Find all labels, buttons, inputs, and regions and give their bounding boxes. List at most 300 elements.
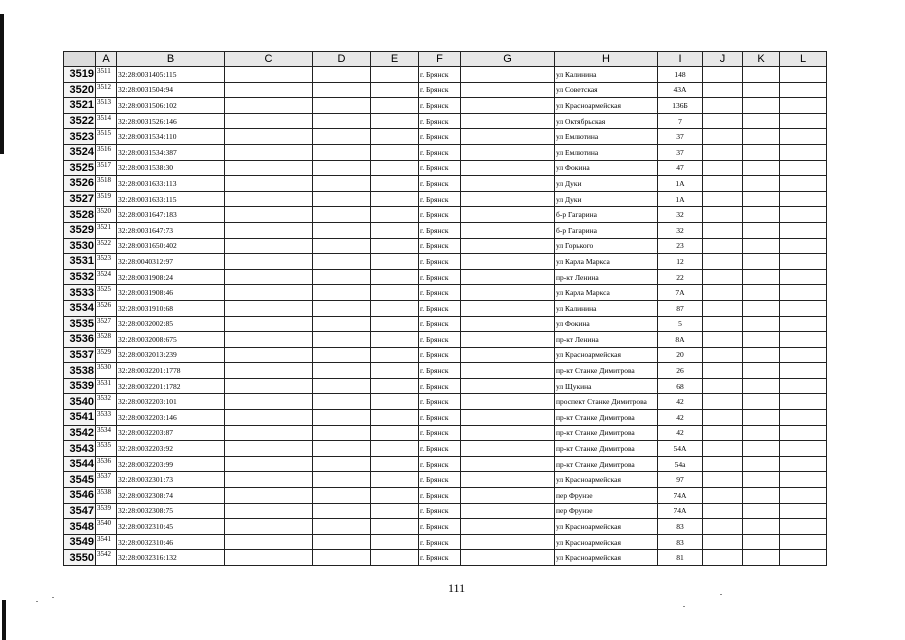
cell-a[interactable]: 3517 <box>96 160 117 176</box>
cell-e[interactable] <box>371 254 419 270</box>
cell-a[interactable]: 3540 <box>96 519 117 535</box>
cell-j[interactable] <box>703 488 743 504</box>
cell-a[interactable]: 3538 <box>96 488 117 504</box>
cell-k[interactable] <box>743 176 780 192</box>
cell-c[interactable] <box>225 238 313 254</box>
row-number[interactable]: 3547 <box>64 503 96 519</box>
column-header-b[interactable]: B <box>117 52 225 67</box>
cell-c[interactable] <box>225 316 313 332</box>
row-number[interactable]: 3544 <box>64 456 96 472</box>
cell-g[interactable] <box>461 519 555 535</box>
cell-g[interactable] <box>461 347 555 363</box>
cell-b[interactable]: 32:28:0032203:87 <box>117 425 225 441</box>
cell-i[interactable]: 42 <box>658 394 703 410</box>
cell-e[interactable] <box>371 316 419 332</box>
cell-a[interactable]: 3525 <box>96 285 117 301</box>
cell-l[interactable] <box>780 425 827 441</box>
cell-k[interactable] <box>743 269 780 285</box>
cell-l[interactable] <box>780 332 827 348</box>
cell-g[interactable] <box>461 410 555 426</box>
column-header-l[interactable]: L <box>780 52 827 67</box>
cell-c[interactable] <box>225 363 313 379</box>
cell-k[interactable] <box>743 410 780 426</box>
cell-h[interactable]: пр-кт Ленина <box>555 332 658 348</box>
cell-i[interactable]: 37 <box>658 144 703 160</box>
cell-f[interactable]: г. Брянск <box>419 394 461 410</box>
cell-a[interactable]: 3536 <box>96 456 117 472</box>
cell-a[interactable]: 3532 <box>96 394 117 410</box>
cell-l[interactable] <box>780 67 827 83</box>
cell-j[interactable] <box>703 503 743 519</box>
cell-j[interactable] <box>703 160 743 176</box>
cell-h[interactable]: ул Красноармейская <box>555 347 658 363</box>
cell-l[interactable] <box>780 456 827 472</box>
cell-b[interactable]: 32:28:0032316:132 <box>117 550 225 566</box>
cell-l[interactable] <box>780 144 827 160</box>
cell-a[interactable]: 3512 <box>96 82 117 98</box>
cell-g[interactable] <box>461 254 555 270</box>
row-number[interactable]: 3534 <box>64 300 96 316</box>
cell-g[interactable] <box>461 160 555 176</box>
cell-d[interactable] <box>313 472 371 488</box>
cell-b[interactable]: 32:28:0031506:102 <box>117 98 225 114</box>
cell-k[interactable] <box>743 425 780 441</box>
cell-j[interactable] <box>703 191 743 207</box>
cell-e[interactable] <box>371 519 419 535</box>
cell-i[interactable]: 43А <box>658 82 703 98</box>
cell-a[interactable]: 3521 <box>96 222 117 238</box>
cell-l[interactable] <box>780 503 827 519</box>
cell-i[interactable]: 7А <box>658 285 703 301</box>
cell-d[interactable] <box>313 176 371 192</box>
cell-i[interactable]: 1А <box>658 176 703 192</box>
cell-h[interactable]: пр-кт Станке Димитрова <box>555 425 658 441</box>
cell-a[interactable]: 3524 <box>96 269 117 285</box>
cell-e[interactable] <box>371 67 419 83</box>
cell-f[interactable]: г. Брянск <box>419 207 461 223</box>
cell-a[interactable]: 3518 <box>96 176 117 192</box>
cell-b[interactable]: 32:28:0032310:46 <box>117 534 225 550</box>
cell-g[interactable] <box>461 316 555 332</box>
cell-h[interactable]: ул Горького <box>555 238 658 254</box>
row-number[interactable]: 3532 <box>64 269 96 285</box>
cell-j[interactable] <box>703 534 743 550</box>
cell-f[interactable]: г. Брянск <box>419 176 461 192</box>
cell-j[interactable] <box>703 456 743 472</box>
cell-l[interactable] <box>780 519 827 535</box>
cell-h[interactable]: ул Калинина <box>555 300 658 316</box>
row-number[interactable]: 3535 <box>64 316 96 332</box>
cell-d[interactable] <box>313 519 371 535</box>
cell-l[interactable] <box>780 207 827 223</box>
cell-c[interactable] <box>225 113 313 129</box>
cell-h[interactable]: пер Фрунзе <box>555 488 658 504</box>
cell-d[interactable] <box>313 144 371 160</box>
cell-i[interactable]: 74А <box>658 503 703 519</box>
cell-h[interactable]: пр-кт Станке Димитрова <box>555 410 658 426</box>
row-number[interactable]: 3550 <box>64 550 96 566</box>
cell-g[interactable] <box>461 363 555 379</box>
cell-b[interactable]: 32:28:0032201:1782 <box>117 378 225 394</box>
cell-d[interactable] <box>313 160 371 176</box>
cell-h[interactable]: ул Красноармейская <box>555 550 658 566</box>
cell-j[interactable] <box>703 207 743 223</box>
cell-j[interactable] <box>703 316 743 332</box>
cell-k[interactable] <box>743 300 780 316</box>
cell-e[interactable] <box>371 456 419 472</box>
cell-l[interactable] <box>780 191 827 207</box>
cell-i[interactable]: 23 <box>658 238 703 254</box>
cell-j[interactable] <box>703 82 743 98</box>
column-header-g[interactable]: G <box>461 52 555 67</box>
cell-j[interactable] <box>703 519 743 535</box>
cell-d[interactable] <box>313 98 371 114</box>
cell-a[interactable]: 3516 <box>96 144 117 160</box>
cell-e[interactable] <box>371 534 419 550</box>
cell-d[interactable] <box>313 238 371 254</box>
cell-g[interactable] <box>461 238 555 254</box>
cell-d[interactable] <box>313 129 371 145</box>
cell-g[interactable] <box>461 534 555 550</box>
column-header-c[interactable]: C <box>225 52 313 67</box>
cell-i[interactable]: 37 <box>658 129 703 145</box>
cell-k[interactable] <box>743 98 780 114</box>
cell-f[interactable]: г. Брянск <box>419 550 461 566</box>
cell-b[interactable]: 32:28:0031650:402 <box>117 238 225 254</box>
cell-l[interactable] <box>780 378 827 394</box>
cell-i[interactable]: 68 <box>658 378 703 394</box>
cell-f[interactable]: г. Брянск <box>419 488 461 504</box>
cell-b[interactable]: 32:28:0031647:73 <box>117 222 225 238</box>
cell-a[interactable]: 3514 <box>96 113 117 129</box>
cell-l[interactable] <box>780 534 827 550</box>
row-number[interactable]: 3531 <box>64 254 96 270</box>
cell-c[interactable] <box>225 222 313 238</box>
cell-j[interactable] <box>703 363 743 379</box>
cell-i[interactable]: 87 <box>658 300 703 316</box>
cell-i[interactable]: 47 <box>658 160 703 176</box>
cell-c[interactable] <box>225 300 313 316</box>
row-number[interactable]: 3549 <box>64 534 96 550</box>
cell-h[interactable]: ул Советская <box>555 82 658 98</box>
cell-b[interactable]: 32:28:0031633:113 <box>117 176 225 192</box>
row-number[interactable]: 3523 <box>64 129 96 145</box>
cell-k[interactable] <box>743 347 780 363</box>
cell-j[interactable] <box>703 129 743 145</box>
cell-f[interactable]: г. Брянск <box>419 441 461 457</box>
cell-j[interactable] <box>703 238 743 254</box>
cell-h[interactable]: ул Карла Маркса <box>555 254 658 270</box>
cell-c[interactable] <box>225 160 313 176</box>
column-header-h[interactable]: H <box>555 52 658 67</box>
cell-i[interactable]: 26 <box>658 363 703 379</box>
cell-i[interactable]: 8А <box>658 332 703 348</box>
cell-l[interactable] <box>780 269 827 285</box>
cell-h[interactable]: ул Калинина <box>555 67 658 83</box>
cell-d[interactable] <box>313 488 371 504</box>
cell-a[interactable]: 3537 <box>96 472 117 488</box>
cell-i[interactable]: 54А <box>658 441 703 457</box>
cell-h[interactable]: ул Фокина <box>555 160 658 176</box>
cell-f[interactable]: г. Брянск <box>419 534 461 550</box>
cell-h[interactable]: ул Дуки <box>555 176 658 192</box>
cell-a[interactable]: 3534 <box>96 425 117 441</box>
cell-i[interactable]: 32 <box>658 222 703 238</box>
cell-c[interactable] <box>225 82 313 98</box>
cell-j[interactable] <box>703 378 743 394</box>
cell-g[interactable] <box>461 144 555 160</box>
cell-i[interactable]: 97 <box>658 472 703 488</box>
cell-f[interactable]: г. Брянск <box>419 191 461 207</box>
cell-c[interactable] <box>225 129 313 145</box>
cell-d[interactable] <box>313 441 371 457</box>
cell-k[interactable] <box>743 316 780 332</box>
cell-d[interactable] <box>313 191 371 207</box>
column-header-f[interactable]: F <box>419 52 461 67</box>
row-number[interactable]: 3542 <box>64 425 96 441</box>
cell-d[interactable] <box>313 285 371 301</box>
cell-k[interactable] <box>743 144 780 160</box>
cell-e[interactable] <box>371 550 419 566</box>
cell-e[interactable] <box>371 378 419 394</box>
cell-k[interactable] <box>743 441 780 457</box>
cell-a[interactable]: 3531 <box>96 378 117 394</box>
cell-j[interactable] <box>703 98 743 114</box>
cell-b[interactable]: 32:28:0031910:68 <box>117 300 225 316</box>
cell-e[interactable] <box>371 488 419 504</box>
row-number[interactable]: 3521 <box>64 98 96 114</box>
cell-e[interactable] <box>371 129 419 145</box>
cell-j[interactable] <box>703 394 743 410</box>
cell-a[interactable]: 3522 <box>96 238 117 254</box>
cell-f[interactable]: г. Брянск <box>419 425 461 441</box>
cell-e[interactable] <box>371 269 419 285</box>
row-number[interactable]: 3541 <box>64 410 96 426</box>
row-number[interactable]: 3545 <box>64 472 96 488</box>
row-number[interactable]: 3520 <box>64 82 96 98</box>
cell-l[interactable] <box>780 488 827 504</box>
cell-d[interactable] <box>313 378 371 394</box>
cell-b[interactable]: 32:28:0032008:675 <box>117 332 225 348</box>
cell-k[interactable] <box>743 519 780 535</box>
cell-l[interactable] <box>780 410 827 426</box>
cell-f[interactable]: г. Брянск <box>419 472 461 488</box>
cell-k[interactable] <box>743 488 780 504</box>
cell-c[interactable] <box>225 441 313 457</box>
cell-b[interactable]: 32:28:0031405:115 <box>117 67 225 83</box>
cell-k[interactable] <box>743 503 780 519</box>
cell-b[interactable]: 32:28:0032203:146 <box>117 410 225 426</box>
cell-d[interactable] <box>313 394 371 410</box>
cell-i[interactable]: 136Б <box>658 98 703 114</box>
cell-e[interactable] <box>371 394 419 410</box>
cell-h[interactable]: б-р Гагарина <box>555 222 658 238</box>
cell-l[interactable] <box>780 98 827 114</box>
cell-b[interactable]: 32:28:0031633:115 <box>117 191 225 207</box>
cell-d[interactable] <box>313 316 371 332</box>
cell-d[interactable] <box>313 534 371 550</box>
cell-d[interactable] <box>313 113 371 129</box>
cell-k[interactable] <box>743 456 780 472</box>
cell-d[interactable] <box>313 550 371 566</box>
cell-c[interactable] <box>225 550 313 566</box>
cell-e[interactable] <box>371 207 419 223</box>
cell-h[interactable]: ул Красноармейская <box>555 98 658 114</box>
cell-b[interactable]: 32:28:0032308:75 <box>117 503 225 519</box>
cell-e[interactable] <box>371 332 419 348</box>
cell-d[interactable] <box>313 254 371 270</box>
row-number[interactable]: 3528 <box>64 207 96 223</box>
cell-g[interactable] <box>461 98 555 114</box>
cell-b[interactable]: 32:28:0032203:92 <box>117 441 225 457</box>
cell-k[interactable] <box>743 254 780 270</box>
cell-e[interactable] <box>371 503 419 519</box>
cell-h[interactable]: пр-кт Ленина <box>555 269 658 285</box>
cell-d[interactable] <box>313 269 371 285</box>
cell-b[interactable]: 32:28:0031534:387 <box>117 144 225 160</box>
cell-h[interactable]: пр-кт Станке Димитрова <box>555 456 658 472</box>
row-number[interactable]: 3543 <box>64 441 96 457</box>
cell-a[interactable]: 3523 <box>96 254 117 270</box>
cell-k[interactable] <box>743 191 780 207</box>
cell-c[interactable] <box>225 534 313 550</box>
column-header-k[interactable]: K <box>743 52 780 67</box>
cell-d[interactable] <box>313 222 371 238</box>
column-header-e[interactable]: E <box>371 52 419 67</box>
cell-g[interactable] <box>461 176 555 192</box>
cell-b[interactable]: 32:28:0031908:46 <box>117 285 225 301</box>
cell-i[interactable]: 22 <box>658 269 703 285</box>
cell-h[interactable]: ул Дуки <box>555 191 658 207</box>
cell-b[interactable]: 32:28:0031526:146 <box>117 113 225 129</box>
cell-e[interactable] <box>371 82 419 98</box>
cell-b[interactable]: 32:28:0032310:45 <box>117 519 225 535</box>
cell-i[interactable]: 74А <box>658 488 703 504</box>
cell-a[interactable]: 3530 <box>96 363 117 379</box>
cell-g[interactable] <box>461 456 555 472</box>
cell-c[interactable] <box>225 456 313 472</box>
cell-d[interactable] <box>313 363 371 379</box>
row-number[interactable]: 3527 <box>64 191 96 207</box>
cell-k[interactable] <box>743 363 780 379</box>
cell-a[interactable]: 3511 <box>96 67 117 83</box>
cell-e[interactable] <box>371 222 419 238</box>
cell-g[interactable] <box>461 488 555 504</box>
cell-f[interactable]: г. Брянск <box>419 378 461 394</box>
row-number[interactable]: 3526 <box>64 176 96 192</box>
cell-h[interactable]: пр-кт Станке Димитрова <box>555 441 658 457</box>
cell-h[interactable]: ул Емлютина <box>555 129 658 145</box>
cell-c[interactable] <box>225 332 313 348</box>
row-number[interactable]: 3533 <box>64 285 96 301</box>
cell-h[interactable]: ул Карла Маркса <box>555 285 658 301</box>
cell-i[interactable]: 1А <box>658 191 703 207</box>
row-number[interactable]: 3519 <box>64 67 96 83</box>
cell-g[interactable] <box>461 300 555 316</box>
cell-e[interactable] <box>371 347 419 363</box>
cell-b[interactable]: 32:28:0032013:239 <box>117 347 225 363</box>
cell-h[interactable]: пр-кт Станке Димитрова <box>555 363 658 379</box>
cell-b[interactable]: 32:28:0032002:85 <box>117 316 225 332</box>
cell-g[interactable] <box>461 441 555 457</box>
cell-e[interactable] <box>371 144 419 160</box>
cell-g[interactable] <box>461 425 555 441</box>
row-number[interactable]: 3524 <box>64 144 96 160</box>
cell-f[interactable]: г. Брянск <box>419 269 461 285</box>
cell-a[interactable]: 3533 <box>96 410 117 426</box>
cell-c[interactable] <box>225 425 313 441</box>
cell-i[interactable]: 12 <box>658 254 703 270</box>
cell-j[interactable] <box>703 300 743 316</box>
cell-k[interactable] <box>743 332 780 348</box>
cell-h[interactable]: ул Красноармейская <box>555 519 658 535</box>
cell-f[interactable]: г. Брянск <box>419 82 461 98</box>
cell-j[interactable] <box>703 113 743 129</box>
cell-c[interactable] <box>225 144 313 160</box>
cell-d[interactable] <box>313 300 371 316</box>
cell-i[interactable]: 148 <box>658 67 703 83</box>
cell-a[interactable]: 3529 <box>96 347 117 363</box>
cell-f[interactable]: г. Брянск <box>419 129 461 145</box>
cell-d[interactable] <box>313 82 371 98</box>
cell-i[interactable]: 54а <box>658 456 703 472</box>
cell-a[interactable]: 3528 <box>96 332 117 348</box>
cell-l[interactable] <box>780 472 827 488</box>
cell-f[interactable]: г. Брянск <box>419 503 461 519</box>
cell-k[interactable] <box>743 550 780 566</box>
cell-i[interactable]: 42 <box>658 425 703 441</box>
cell-c[interactable] <box>225 488 313 504</box>
cell-f[interactable]: г. Брянск <box>419 456 461 472</box>
cell-b[interactable]: 32:28:0031534:110 <box>117 129 225 145</box>
row-number[interactable]: 3546 <box>64 488 96 504</box>
cell-i[interactable]: 20 <box>658 347 703 363</box>
cell-j[interactable] <box>703 425 743 441</box>
cell-f[interactable]: г. Брянск <box>419 144 461 160</box>
cell-c[interactable] <box>225 98 313 114</box>
cell-e[interactable] <box>371 441 419 457</box>
cell-h[interactable]: проспект Станке Димитрова <box>555 394 658 410</box>
cell-j[interactable] <box>703 176 743 192</box>
cell-f[interactable]: г. Брянск <box>419 519 461 535</box>
cell-e[interactable] <box>371 472 419 488</box>
cell-h[interactable]: ул Октябрьская <box>555 113 658 129</box>
cell-k[interactable] <box>743 394 780 410</box>
cell-c[interactable] <box>225 347 313 363</box>
cell-b[interactable]: 32:28:0031647:183 <box>117 207 225 223</box>
cell-d[interactable] <box>313 67 371 83</box>
cell-l[interactable] <box>780 160 827 176</box>
cell-a[interactable]: 3539 <box>96 503 117 519</box>
cell-f[interactable]: г. Брянск <box>419 254 461 270</box>
cell-i[interactable]: 5 <box>658 316 703 332</box>
cell-k[interactable] <box>743 129 780 145</box>
cell-f[interactable]: г. Брянск <box>419 222 461 238</box>
cell-k[interactable] <box>743 285 780 301</box>
cell-c[interactable] <box>225 67 313 83</box>
cell-k[interactable] <box>743 82 780 98</box>
cell-e[interactable] <box>371 410 419 426</box>
cell-h[interactable]: ул Красноармейская <box>555 534 658 550</box>
cell-g[interactable] <box>461 222 555 238</box>
cell-f[interactable]: г. Брянск <box>419 160 461 176</box>
cell-i[interactable]: 81 <box>658 550 703 566</box>
cell-c[interactable] <box>225 378 313 394</box>
cell-k[interactable] <box>743 238 780 254</box>
cell-c[interactable] <box>225 176 313 192</box>
cell-g[interactable] <box>461 129 555 145</box>
cell-g[interactable] <box>461 378 555 394</box>
